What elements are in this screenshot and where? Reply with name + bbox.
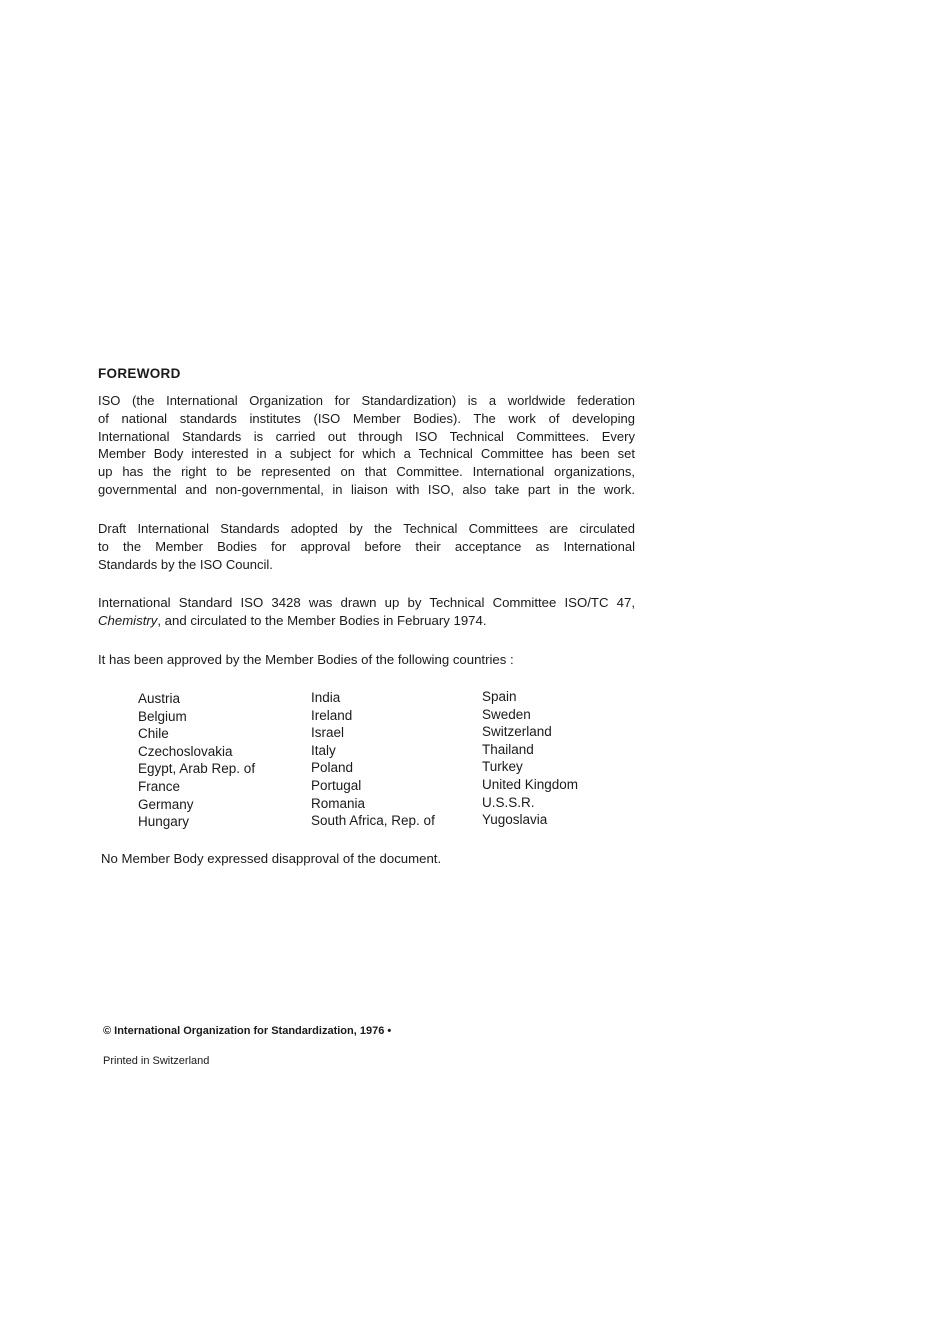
country-item: Belgium — [138, 708, 187, 724]
country-item: Poland — [311, 760, 354, 776]
foreword-heading: FOREWORD — [98, 366, 181, 381]
paragraph-line: governmental and non-governmental, in liaison with ISO, also take part in the work. — [98, 481, 635, 497]
country-item: Austria — [138, 691, 181, 706]
country-item: United Kingdom — [482, 776, 579, 792]
country-item: Sweden — [482, 706, 531, 722]
paragraph-line — [98, 612, 635, 630]
country-item: Turkey — [482, 759, 523, 775]
paragraph-text: , and circulated to the Member Bodies in February 1974. — [157, 612, 487, 628]
paragraph-line: Standards by the ISO Council. — [98, 556, 273, 572]
country-item: Portugal — [311, 777, 362, 793]
country-item: Egypt, Arab Rep. of — [138, 761, 256, 777]
foreword-paragraph-1 — [98, 392, 635, 499]
country-item: South Africa, Rep. of — [311, 813, 435, 829]
country-item: Italy — [311, 742, 336, 758]
country-item: Czechoslovakia — [138, 743, 233, 759]
countries-column-2 — [311, 689, 435, 830]
paragraph-line: ISO (the International Organization for Standardization) is a worldwide federation — [98, 393, 635, 408]
country-item: Thailand — [482, 741, 534, 757]
paragraph-line: Draft International Standards adopted by the Technical Committees are circulated — [98, 521, 635, 536]
country-item: U.S.S.R. — [482, 794, 535, 810]
country-item: Romania — [311, 795, 366, 811]
committee-name: Chemistry — [98, 612, 158, 628]
country-item: Ireland — [311, 707, 353, 723]
country-item: Israel — [311, 725, 345, 741]
country-item: Switzerland — [482, 724, 552, 740]
paragraph-line: up has the right to be represented on that Committee. International organizations, — [98, 464, 635, 480]
printed-notice: Printed in Switzerland — [103, 1055, 210, 1067]
countries-column-1 — [138, 690, 255, 831]
foreword-paragraph-3 — [98, 594, 635, 630]
country-item: France — [138, 778, 181, 794]
foreword-paragraph-2 — [98, 520, 635, 573]
paragraph-line: International Standards is carried out through ISO Technical Committees. Every — [98, 428, 635, 444]
foreword-paragraph-5: No Member Body expressed disapproval of the document. — [101, 851, 442, 866]
country-item: India — [311, 690, 341, 705]
countries-column-3 — [482, 688, 578, 829]
paragraph-line: to the Member Bodies for approval before their acceptance as International — [98, 538, 635, 554]
paragraph-line: International Standard ISO 3428 was drawn up by Technical Committee ISO/TC 47, — [98, 595, 635, 610]
country-item: Germany — [138, 796, 194, 812]
paragraph-line: Member Body interested in a subject for which a Technical Committee has been set — [98, 446, 635, 462]
copyright-notice: © International Organization for Standardization, 1976 • — [103, 1025, 392, 1037]
country-item: Yugoslavia — [482, 812, 548, 828]
paragraph-line: of national standards institutes (ISO Member Bodies). The work of developing — [98, 410, 635, 426]
country-item: Spain — [482, 689, 517, 704]
country-item: Hungary — [138, 814, 190, 830]
country-item: Chile — [138, 726, 169, 742]
paragraph-line: It has been approved by the Member Bodies of the following countries : — [98, 652, 514, 667]
foreword-paragraph-4 — [98, 651, 635, 669]
